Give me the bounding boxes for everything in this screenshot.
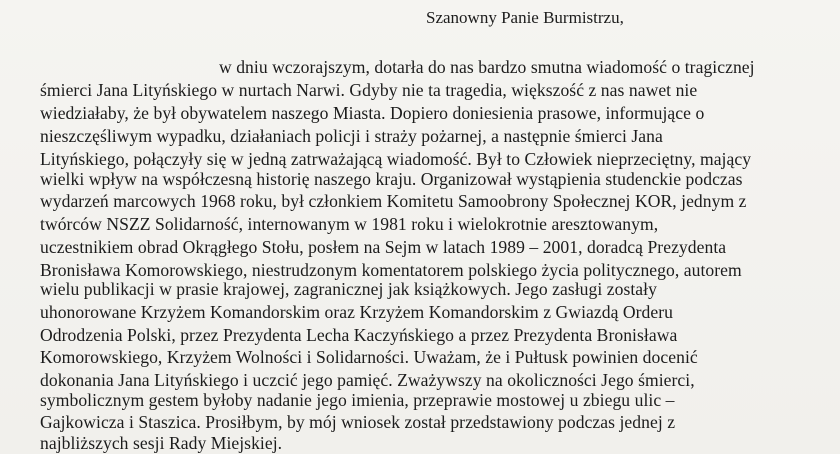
letter-line: najbliższych sesji Rady Miejskiej. [40, 433, 283, 453]
letter-line: w dniu wczorajszym, dotarła do nas bardzo smutna wiadomość o tragicznej [219, 57, 755, 77]
letter-line: Lityńskiego, połączyły się w jedną zatrważającą wiadomość. Był to Człowiek nieprzeciętny, mający [40, 149, 752, 169]
letter-line: śmierci Jana Lityńskiego w nurtach Narwi. Gdyby nie ta tragedia, większość z nas nawet nie [40, 80, 698, 100]
letter-line: Odrodzenia Polski, przez Prezydenta Lecha Kaczyńskiego a przez Prezydenta Bronisława [40, 325, 678, 345]
letter-line: dokonania Jana Lityńskiego i uczcić jego pamięć. Zważywszy na okoliczności Jego śmierci, [40, 370, 695, 390]
letter-line: wielki wpływ na współczesną historię naszego kraju. Organizował wystąpienia studenckie podczas [40, 169, 743, 189]
letter-line: wielu publikacji w prasie krajowej, zagranicznej jak książkowych. Jego zasługi zostały [40, 279, 657, 299]
letter-salutation: Szanowny Panie Burmistrzu, [426, 8, 624, 27]
letter-line: uhonorowane Krzyżem Komandorskim oraz Krzyżem Komandorskim z Gwiazdą Orderu [40, 302, 674, 322]
letter-line: Komorowskiego, Krzyżem Wolności i Solidarności. Uważam, że i Pułtusk powinien docenić [40, 347, 698, 367]
letter-line: symbolicznym gestem byłoby nadanie jego imienia, przeprawie mostowej u zbiegu ulic – [40, 390, 675, 410]
letter-line: nieszczęśliwym wypadku, działaniach policji i straży pożarnej, a następnie śmierci Jana [40, 126, 663, 146]
letter-line: wydarzeń marcowych 1968 roku, był członkiem Komitetu Samoobrony Społecznej KOR, jednym z [40, 191, 747, 211]
letter-line: twórców NSZZ Solidarność, internowanym w 1981 roku i wielokrotnie aresztowanym, [40, 214, 659, 234]
letter-line: uczestnikiem obrad Okrągłego Stołu, posłem na Sejm w latach 1989 – 2001, doradcą Prezydenta [40, 237, 727, 257]
letter-line: wiedziałaby, że był obywatelem naszego Miasta. Dopiero doniesienia prasowe, informujące o [40, 103, 705, 123]
letter-line: Bronisława Komorowskiego, niestrudzonym komentatorem polskiego życia politycznego, autorem [40, 260, 742, 280]
letter-line: Gajkowicza i Staszica. Prosiłbym, by mój wniosek został przedstawiony podczas jednej z [40, 412, 676, 432]
